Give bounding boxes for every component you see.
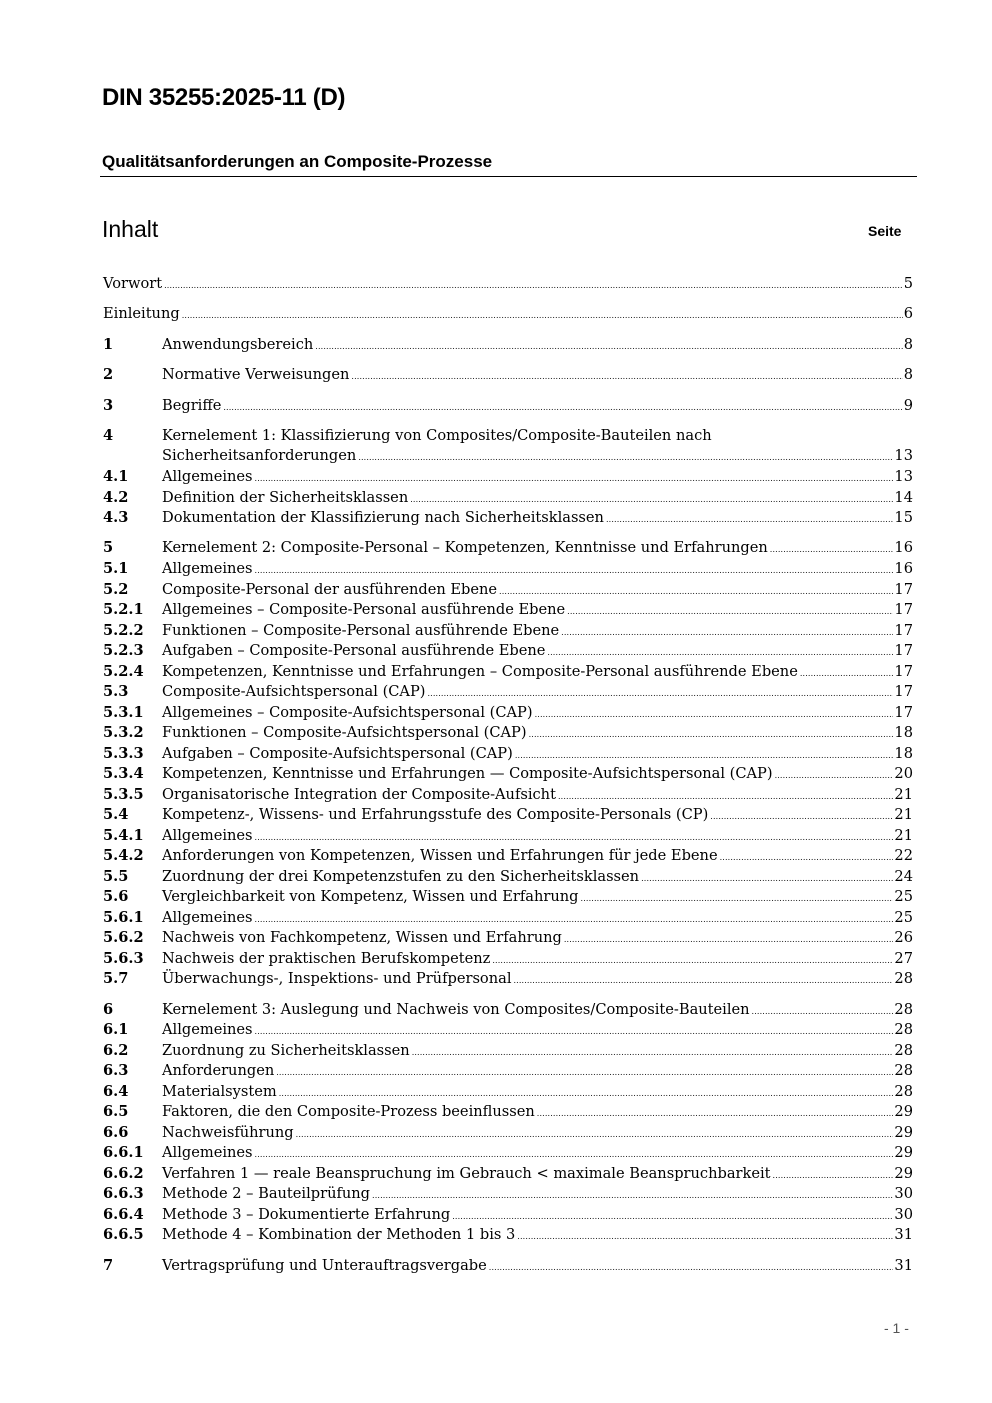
- dot-leader: [315, 337, 902, 357]
- document-id: DIN 35255:2025-11 (D): [102, 84, 346, 111]
- toc-entry[interactable]: [103, 744, 913, 764]
- toc-entry-page: 28: [894, 1083, 913, 1100]
- toc-entry-page: 17: [894, 581, 913, 598]
- toc-entry[interactable]: [103, 365, 913, 385]
- document-title: Qualitätsanforderungen an Composite-Prozesse: [102, 152, 493, 171]
- toc-entry-title: Normative Verweisungen: [162, 366, 350, 383]
- toc-entry-number: 5.4.1: [103, 827, 144, 844]
- toc-entry-title: Allgemeines – Composite-Aufsichtspersonal (CAP): [162, 704, 533, 721]
- toc-entry-number: 6.4: [103, 1083, 129, 1100]
- toc-entry-title: Aufgaben – Composite-Aufsichtspersonal (CAP): [162, 745, 513, 762]
- toc-entry-title: Anforderungen von Kompetenzen, Wissen und Erfahrungen für jede Ebene: [162, 847, 718, 864]
- toc-entry-title: Begriffe: [162, 397, 222, 414]
- toc-entry-title: Allgemeines: [162, 1021, 253, 1038]
- toc-entry[interactable]: [103, 559, 913, 579]
- toc-entry-page: 13: [894, 447, 913, 464]
- toc-entry-page: 8: [903, 336, 913, 353]
- toc-entry-number: 6.6.5: [103, 1226, 144, 1243]
- toc-entry[interactable]: [103, 508, 913, 528]
- toc-entry[interactable]: [103, 621, 913, 641]
- toc-entry-number: 5.3.5: [103, 786, 144, 803]
- toc-entry-title: Organisatorische Integration der Composite-Aufsicht: [162, 786, 556, 803]
- toc-entry[interactable]: [103, 1061, 913, 1081]
- toc-entry[interactable]: [103, 1082, 913, 1102]
- toc-heading: Inhalt: [102, 216, 159, 242]
- dot-leader: [517, 1227, 893, 1247]
- toc-entry-page: 31: [894, 1257, 913, 1274]
- dot-leader: [515, 746, 894, 766]
- dot-leader: [558, 787, 893, 807]
- dot-leader: [182, 306, 903, 326]
- dot-leader: [513, 971, 893, 991]
- dot-leader: [351, 367, 902, 387]
- toc-entry-number: 5.1: [103, 560, 129, 577]
- dot-leader: [581, 889, 894, 909]
- dot-leader: [492, 951, 893, 971]
- toc-entry-number: 5.6.2: [103, 929, 144, 946]
- toc-entry[interactable]: [103, 1256, 913, 1276]
- toc-entry-title: Composite-Personal der ausführenden Ebene: [162, 581, 498, 598]
- toc-entry-title: Anwendungsbereich: [162, 336, 314, 353]
- dot-leader: [276, 1063, 893, 1083]
- dot-leader: [255, 561, 894, 581]
- toc-entry-page: 30: [894, 1206, 913, 1223]
- toc-entry-page: 17: [894, 642, 913, 659]
- toc-entry-number: 2: [103, 366, 114, 383]
- toc-entry-number: 5.3: [103, 683, 129, 700]
- toc-entry-number: 6: [103, 1001, 114, 1018]
- toc-entry-page: 25: [894, 909, 913, 926]
- toc-entry[interactable]: [103, 682, 913, 702]
- toc-entry-number: 5.4.2: [103, 847, 144, 864]
- toc-entry-page: 28: [894, 970, 913, 987]
- toc-entry-page: 15: [894, 509, 913, 526]
- toc-page-label: Seite: [868, 223, 902, 239]
- dot-leader: [255, 469, 894, 489]
- toc-entry[interactable]: [103, 274, 913, 294]
- toc-entry-page: 17: [894, 663, 913, 680]
- toc-entry-page: 17: [894, 601, 913, 618]
- toc-entry-number: 6.2: [103, 1042, 129, 1059]
- toc-entry-number: 7: [103, 1257, 114, 1274]
- toc-entry-number: 3: [103, 397, 114, 414]
- toc-entry-title: Kernelement 2: Composite-Personal – Kompetenzen, Kenntnisse und Erfahrungen: [162, 539, 768, 556]
- toc-entry[interactable]: [103, 1041, 913, 1061]
- dot-leader: [279, 1084, 894, 1104]
- toc-entry-page: 18: [894, 745, 913, 762]
- toc-entry-page: 21: [894, 806, 913, 823]
- toc-entry-title: Funktionen – Composite-Aufsichtspersonal (CAP): [162, 724, 527, 741]
- toc-entry-title: Allgemeines: [162, 1144, 253, 1161]
- toc-entry[interactable]: [103, 969, 913, 989]
- toc-entry[interactable]: [103, 1225, 913, 1245]
- toc-entry[interactable]: [103, 1205, 913, 1225]
- toc-entry-title: Einleitung: [103, 305, 180, 322]
- toc-entry-page: 28: [894, 1001, 913, 1018]
- dot-leader: [800, 664, 894, 684]
- toc-entry[interactable]: [103, 488, 913, 508]
- toc-entry[interactable]: [103, 928, 913, 948]
- toc-entry-title: Composite-Aufsichtspersonal (CAP): [162, 683, 426, 700]
- toc-entry-title: Überwachungs-, Inspektions- und Prüfpersonal: [162, 970, 512, 987]
- toc-entry-number: 4.2: [103, 489, 129, 506]
- dot-leader: [255, 828, 894, 848]
- dot-leader: [547, 643, 893, 663]
- toc-entry[interactable]: [103, 641, 913, 661]
- toc-entry-number: 5.5: [103, 868, 129, 885]
- toc-entry-number: 5.2: [103, 581, 129, 598]
- toc-entry[interactable]: [103, 949, 913, 969]
- toc-entry[interactable]: [103, 1102, 913, 1122]
- toc-entry[interactable]: [103, 600, 913, 620]
- toc-entry-title: Dokumentation der Klassifizierung nach Sicherheitsklassen: [162, 509, 604, 526]
- toc-entry[interactable]: [103, 426, 913, 466]
- toc-entry-title-continued: Sicherheitsanforderungen: [162, 447, 357, 464]
- dot-leader: [255, 1022, 894, 1042]
- dot-leader: [710, 807, 893, 827]
- dot-leader: [773, 1166, 894, 1186]
- toc-entry-title: Allgemeines: [162, 468, 253, 485]
- toc-entry-page: 31: [894, 1226, 913, 1243]
- toc-entry-title: Methode 4 – Kombination der Methoden 1 bis 3: [162, 1226, 516, 1243]
- toc-entry-number: 4: [103, 427, 114, 444]
- toc-entry-page: 6: [903, 305, 913, 322]
- toc-entry[interactable]: [103, 867, 913, 887]
- toc-entry[interactable]: [103, 662, 913, 682]
- toc-entry-page: 8: [903, 366, 913, 383]
- toc-entry-number: 5.2.4: [103, 663, 144, 680]
- toc-entry-number: 5.2.3: [103, 642, 144, 659]
- toc-entry-title: Vergleichbarkeit von Kompetenz, Wissen und Erfahrung: [162, 888, 579, 905]
- toc-entry-title: Allgemeines: [162, 827, 253, 844]
- toc-entry-number: 5.6.1: [103, 909, 144, 926]
- title-rule: [100, 176, 917, 177]
- toc-entry-title: Zuordnung der drei Kompetenzstufen zu den Sicherheitsklassen: [162, 868, 640, 885]
- toc-entry-number: 4.1: [103, 468, 129, 485]
- toc-entry-page: 29: [894, 1165, 913, 1182]
- toc-entry-title: Definition der Sicherheitsklassen: [162, 489, 409, 506]
- toc-entry-page: 22: [894, 847, 913, 864]
- toc-entry-number: 5.3.1: [103, 704, 144, 721]
- toc-entry-page: 25: [894, 888, 913, 905]
- toc-entry-page: 16: [894, 560, 913, 577]
- toc-entry-title: Nachweis von Fachkompetenz, Wissen und Erfahrung: [162, 929, 562, 946]
- toc-entry[interactable]: [103, 1164, 913, 1184]
- toc-entry-page: 9: [903, 397, 913, 414]
- dot-leader: [564, 930, 894, 950]
- footer-page-number: - 1 -: [884, 1320, 909, 1336]
- toc-entry[interactable]: [103, 785, 913, 805]
- toc-entry-page: 27: [894, 950, 913, 967]
- toc-entry-title: Nachweis der praktischen Berufskompetenz: [162, 950, 491, 967]
- toc-entry-title: Zuordnung zu Sicherheitsklassen: [162, 1042, 410, 1059]
- dot-leader: [296, 1125, 894, 1145]
- dot-leader: [720, 848, 894, 868]
- toc-entry-title: Faktoren, die den Composite-Prozess beeinflussen: [162, 1103, 535, 1120]
- toc-entry-page: 29: [894, 1144, 913, 1161]
- dot-leader: [412, 1043, 894, 1063]
- toc-entry[interactable]: [103, 538, 913, 558]
- toc-entry-page: 30: [894, 1185, 913, 1202]
- toc-entry-number: 6.6.4: [103, 1206, 144, 1223]
- toc-entry[interactable]: [103, 1123, 913, 1143]
- dot-leader: [606, 510, 893, 530]
- toc-entry-number: 5.7: [103, 970, 129, 987]
- dot-leader: [770, 540, 894, 560]
- toc-entry[interactable]: [103, 467, 913, 487]
- dot-leader: [427, 684, 893, 704]
- dot-leader: [775, 766, 894, 786]
- toc-entry-number: 6.3: [103, 1062, 129, 1079]
- toc-entry[interactable]: [103, 396, 913, 416]
- toc-entry[interactable]: [103, 887, 913, 907]
- toc-entry-number: 4.3: [103, 509, 129, 526]
- toc-entry-number: 5.2.2: [103, 622, 144, 639]
- toc-entry[interactable]: [103, 1000, 913, 1020]
- dot-leader: [752, 1002, 894, 1022]
- dot-leader: [489, 1258, 894, 1278]
- toc-entry-page: 16: [894, 539, 913, 556]
- dot-leader: [499, 582, 893, 602]
- toc-entry-page: 26: [894, 929, 913, 946]
- toc-entry-page: 17: [894, 622, 913, 639]
- toc-entry-number: 5.6: [103, 888, 129, 905]
- dot-leader: [223, 398, 902, 418]
- toc-entry-number: 5.6.3: [103, 950, 144, 967]
- toc-entry-title: Verfahren 1 — reale Beanspruchung im Gebrauch < maximale Beanspruchbarkeit: [162, 1165, 771, 1182]
- toc-entry-page: 20: [894, 765, 913, 782]
- toc-entry-title: Materialsystem: [162, 1083, 277, 1100]
- toc-entry-number: 5.4: [103, 806, 129, 823]
- dot-leader: [529, 725, 894, 745]
- toc-entry-number: 6.6.2: [103, 1165, 144, 1182]
- toc-entry[interactable]: [103, 335, 913, 355]
- dot-leader: [561, 623, 893, 643]
- toc-entry-title: Allgemeines: [162, 909, 253, 926]
- dot-leader: [641, 869, 893, 889]
- toc-entry-page: 21: [894, 827, 913, 844]
- toc-entry-title: Kernelement 1: Klassifizierung von Composites/Composite-Bauteilen nach: [162, 427, 712, 444]
- toc-entry-number: 5.3.4: [103, 765, 144, 782]
- toc-entry-page: 14: [894, 489, 913, 506]
- toc-entry-title: Funktionen – Composite-Personal ausführende Ebene: [162, 622, 560, 639]
- toc-entry-title: Allgemeines: [162, 560, 253, 577]
- toc-entry-page: 17: [894, 704, 913, 721]
- toc-entry-page: 28: [894, 1021, 913, 1038]
- toc-entry-title: Vorwort: [103, 275, 163, 292]
- dot-leader: [410, 490, 893, 510]
- toc-entry[interactable]: [103, 826, 913, 846]
- toc-entry[interactable]: [103, 1020, 913, 1040]
- toc-entry-page: 5: [903, 275, 913, 292]
- toc-entry-number: 5: [103, 539, 114, 556]
- toc-entry[interactable]: [103, 1184, 913, 1204]
- toc-entry-title: Anforderungen: [162, 1062, 275, 1079]
- toc-entry-page: 21: [894, 786, 913, 803]
- toc-entry-title: Kernelement 3: Auslegung und Nachweis von Composites/Composite-Bauteilen: [162, 1001, 750, 1018]
- dot-leader: [164, 276, 903, 296]
- dot-leader: [358, 448, 893, 468]
- toc-entry[interactable]: [103, 908, 913, 928]
- toc-entry-number: 6.5: [103, 1103, 129, 1120]
- dot-leader: [452, 1207, 893, 1227]
- toc-entry-page: 29: [894, 1103, 913, 1120]
- toc-entry-page: 24: [894, 868, 913, 885]
- toc-entry[interactable]: [103, 846, 913, 866]
- toc-entry-title: Methode 2 – Bauteilprüfung: [162, 1185, 371, 1202]
- toc-entry-title: Vertragsprüfung und Unterauftragsvergabe: [162, 1257, 487, 1274]
- toc-entry-title: Kompetenzen, Kenntnisse und Erfahrungen – Composite-Personal ausführende Ebene: [162, 663, 798, 680]
- toc-entry[interactable]: [103, 723, 913, 743]
- toc-entry-title: Allgemeines – Composite-Personal ausführende Ebene: [162, 601, 566, 618]
- toc-entry-number: 6.1: [103, 1021, 129, 1038]
- dot-leader: [535, 705, 894, 725]
- toc-entry-number: 1: [103, 336, 114, 353]
- toc-entry[interactable]: [103, 1143, 913, 1163]
- toc-entry-page: 17: [894, 683, 913, 700]
- dot-leader: [537, 1104, 894, 1124]
- toc-entry-page: 29: [894, 1124, 913, 1141]
- toc-entry-title: Methode 3 – Dokumentierte Erfahrung: [162, 1206, 451, 1223]
- toc-entry-number: 5.3.3: [103, 745, 144, 762]
- toc-entry[interactable]: [103, 703, 913, 723]
- toc-entry[interactable]: [103, 304, 913, 324]
- toc-entry-number: 5.2.1: [103, 601, 144, 618]
- toc-entry[interactable]: [103, 580, 913, 600]
- toc-entry-number: 6.6.1: [103, 1144, 144, 1161]
- dot-leader: [372, 1186, 893, 1206]
- toc-entry[interactable]: [103, 764, 913, 784]
- toc-entry-title: Kompetenzen, Kenntnisse und Erfahrungen — Composite-Aufsichtspersonal (CAP): [162, 765, 773, 782]
- toc-entry-title: Aufgaben – Composite-Personal ausführende Ebene: [162, 642, 546, 659]
- dot-leader: [255, 910, 894, 930]
- toc-entry-page: 13: [894, 468, 913, 485]
- toc-entry-number: 5.3.2: [103, 724, 144, 741]
- toc-entry-title: Nachweisführung: [162, 1124, 294, 1141]
- toc-entry-title: Kompetenz-, Wissens- und Erfahrungsstufe des Composite-Personals (CP): [162, 806, 709, 823]
- toc-entry[interactable]: [103, 805, 913, 825]
- toc-entry-number: 6.6.3: [103, 1185, 144, 1202]
- toc-entry-page: 28: [894, 1042, 913, 1059]
- dot-leader: [567, 602, 893, 622]
- toc-entry-number: 6.6: [103, 1124, 129, 1141]
- toc-entry-page: 28: [894, 1062, 913, 1079]
- toc-entry-page: 18: [894, 724, 913, 741]
- dot-leader: [255, 1145, 894, 1165]
